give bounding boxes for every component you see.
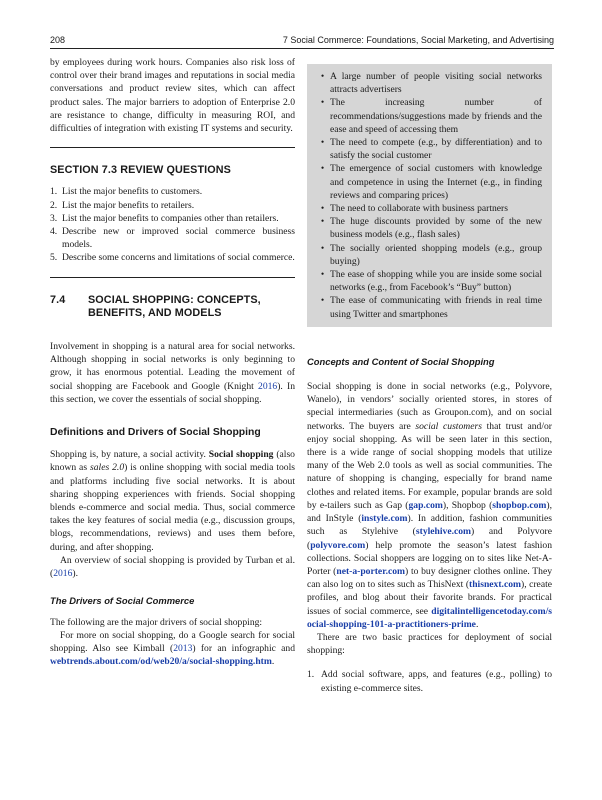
page-number: 208 — [50, 35, 66, 45]
section-heading — [50, 294, 295, 320]
list-item: 1. Add social software, apps, and features (e.g., polling) to existing e-commerce sites. — [307, 669, 552, 694]
web-link[interactable]: shopbop.com — [492, 499, 547, 511]
list-item: • The ease of communicating with friends in real time using Twitter and smartphones — [315, 294, 542, 320]
section-number: 7.4 — [50, 293, 66, 306]
web-link[interactable]: instyle.com — [361, 513, 408, 525]
bullet-icon: • — [320, 163, 325, 175]
list-item: • The socially oriented shopping models (e.g., group buying) — [315, 242, 542, 268]
web-link[interactable]: thisnext.com — [469, 579, 521, 591]
bullet-icon: • — [320, 97, 325, 109]
review-questions-list — [50, 185, 295, 264]
list-item: 1. List the major benefits to customers. — [50, 186, 203, 198]
list-item: 5. Describe some concerns and limitations of social commerce. — [50, 252, 295, 264]
section-rule — [50, 277, 295, 278]
definitions-heading: Definitions and Drivers of Social Shopping — [50, 427, 261, 439]
bullet-icon: • — [320, 203, 325, 215]
bullet-icon: • — [320, 269, 325, 281]
intro-paragraph: by employees during work hours. Companies also risk loss of control over their brand images and reputations in social media conversations and product review sites, which can affect product sales. The major barriers to adoption of Enterprise 2.0 are resistance to change, difficulty in measuring ROI, and difficulties of integration with existing IT systems and security. — [50, 57, 295, 135]
citation-link[interactable]: 2016 — [53, 568, 73, 580]
drivers-list — [315, 70, 542, 321]
drivers-paragraph: The following are the major drivers of social shopping: — [50, 616, 263, 628]
bullet-icon: • — [320, 137, 325, 149]
list-item: • The huge discounts provided by some of the new business models (e.g., flash sales) — [315, 215, 542, 241]
section-rule — [50, 147, 295, 148]
list-item: 4. Describe new or improved social commerce business models. — [50, 226, 295, 251]
practices-list — [307, 668, 552, 694]
drivers-box — [307, 64, 552, 327]
citation-link[interactable]: 2016 — [258, 380, 278, 392]
list-item: • The ease of shopping while you are inside some social networks (e.g., from Facebook’s “Buy” button) — [315, 268, 542, 294]
list-item: • The need to collaborate with business partners — [315, 202, 542, 215]
header-rule — [50, 48, 554, 49]
bullet-icon: • — [320, 242, 325, 254]
review-questions-heading: SECTION 7.3 REVIEW QUESTIONS — [50, 164, 231, 177]
section-title: SOCIAL SHOPPING: CONCEPTS, BENEFITS, AND MODELS — [88, 293, 261, 319]
bullet-icon: • — [320, 71, 325, 82]
list-item: • The need to compete (e.g., by differentiation) and to satisfy the social customer — [315, 136, 542, 162]
bullet-icon: • — [320, 216, 325, 228]
list-item: 3. List the major benefits to companies other than retailers. — [50, 212, 279, 224]
practices-intro: There are two basic practices for deployment of social shopping: — [307, 631, 552, 657]
concepts-heading: Concepts and Content of Social Shopping — [307, 355, 495, 367]
list-item: • A large number of people visiting social networks attracts advertisers — [315, 70, 542, 96]
web-link[interactable]: stylehive.com — [415, 526, 472, 538]
web-link[interactable]: digitalintelligencetoday.com/social-shopping-101-a-practitioners-prime — [307, 605, 552, 630]
concepts-paragraph: Social shopping is done in social networks (e.g., Polyvore, Wanelo), in vendors’ socially oriented stores, in stores of special intermediaries (such as Groupon.com), and on social networks. The buyers are social customers that trust and/or enjoy social shopping. As will be seen later in this section, there is a wide range of social shopping models that utilize many of the Web 2.0 tools as well as social communities. The nature of shopping is changing, especially for brand name clothes and related items. For example, popular brands are sold by e-tailers such as Gap (gap.com), Shopbop (shopbop.com), and InStyle (instyle.com). In addition, fashion communities such as Stylehive (stylehive.com) and Polyvore (polyvore.com) help promote the season’s latest fashion collections. Social shoppers are logging on to sites like Net-A-Porter (net-a-porter.com) to buy designer clothes online. They can also log on to sites such as ThisNext (thisnext.com), create profiles, and blog about their favorite brands. For practical issues of social commerce, see digitalintelligencetoday.com/social-shopping-101-a-practitioners-prime. — [307, 381, 553, 630]
citation-link[interactable]: 2013 — [173, 642, 193, 654]
drivers-heading: The Drivers of Social Commerce — [50, 595, 195, 607]
web-link[interactable]: webtrends.about.com/od/web20/a/social-shopping.htm — [50, 656, 272, 668]
list-item: 2. List the major benefits to retailers. — [50, 199, 195, 211]
web-link[interactable]: polyvore.com — [310, 539, 366, 551]
list-item: • The emergence of social customers with knowledge and competence in using the Internet (e.g., in finding reviews and comparing prices) — [315, 162, 542, 202]
list-item: • The increasing number of recommendations/suggestions made by friends and the ease and speed of accessing them — [315, 96, 542, 136]
bullet-icon: • — [320, 295, 325, 307]
section-intro: Involvement in shopping is a natural area for social networks. Although shopping in social networks is only beginning to grow, it has enormous potential. Leading the movement of social shopping are Facebook and Google (Knight 2016). In this section, we cover the essentials of social shopping. — [50, 341, 296, 405]
chapter-title: 7 Social Commerce: Foundations, Social Marketing, and Advertising — [282, 35, 554, 45]
right-column — [307, 58, 552, 695]
web-link[interactable]: net-a-porter.com — [336, 565, 406, 577]
definitions-paragraph: Shopping is, by nature, a social activity. Social shopping (also known as sales 2.0) is online shopping with social media tools and platforms including five social networks. It is about sharing shopping experiences with friends. Social shopping blends e-commerce and social media. Thus, social commerce takes the key features of social media (e.g., discussion groups, blogs, recommendations, reviews) and uses them before, during, and after shopping. — [50, 449, 296, 553]
more-info-paragraph: For more on social shopping, do a Google search for social shopping. Also see Kimball (2013) for an infographic and webtrends.about.com/od/web20/a/social-shopping.htm. — [50, 629, 296, 668]
left-column — [50, 56, 295, 668]
web-link[interactable]: gap.com — [408, 499, 443, 511]
overview-paragraph: An overview of social shopping is provided by Turban et al. (2016). — [50, 554, 295, 580]
